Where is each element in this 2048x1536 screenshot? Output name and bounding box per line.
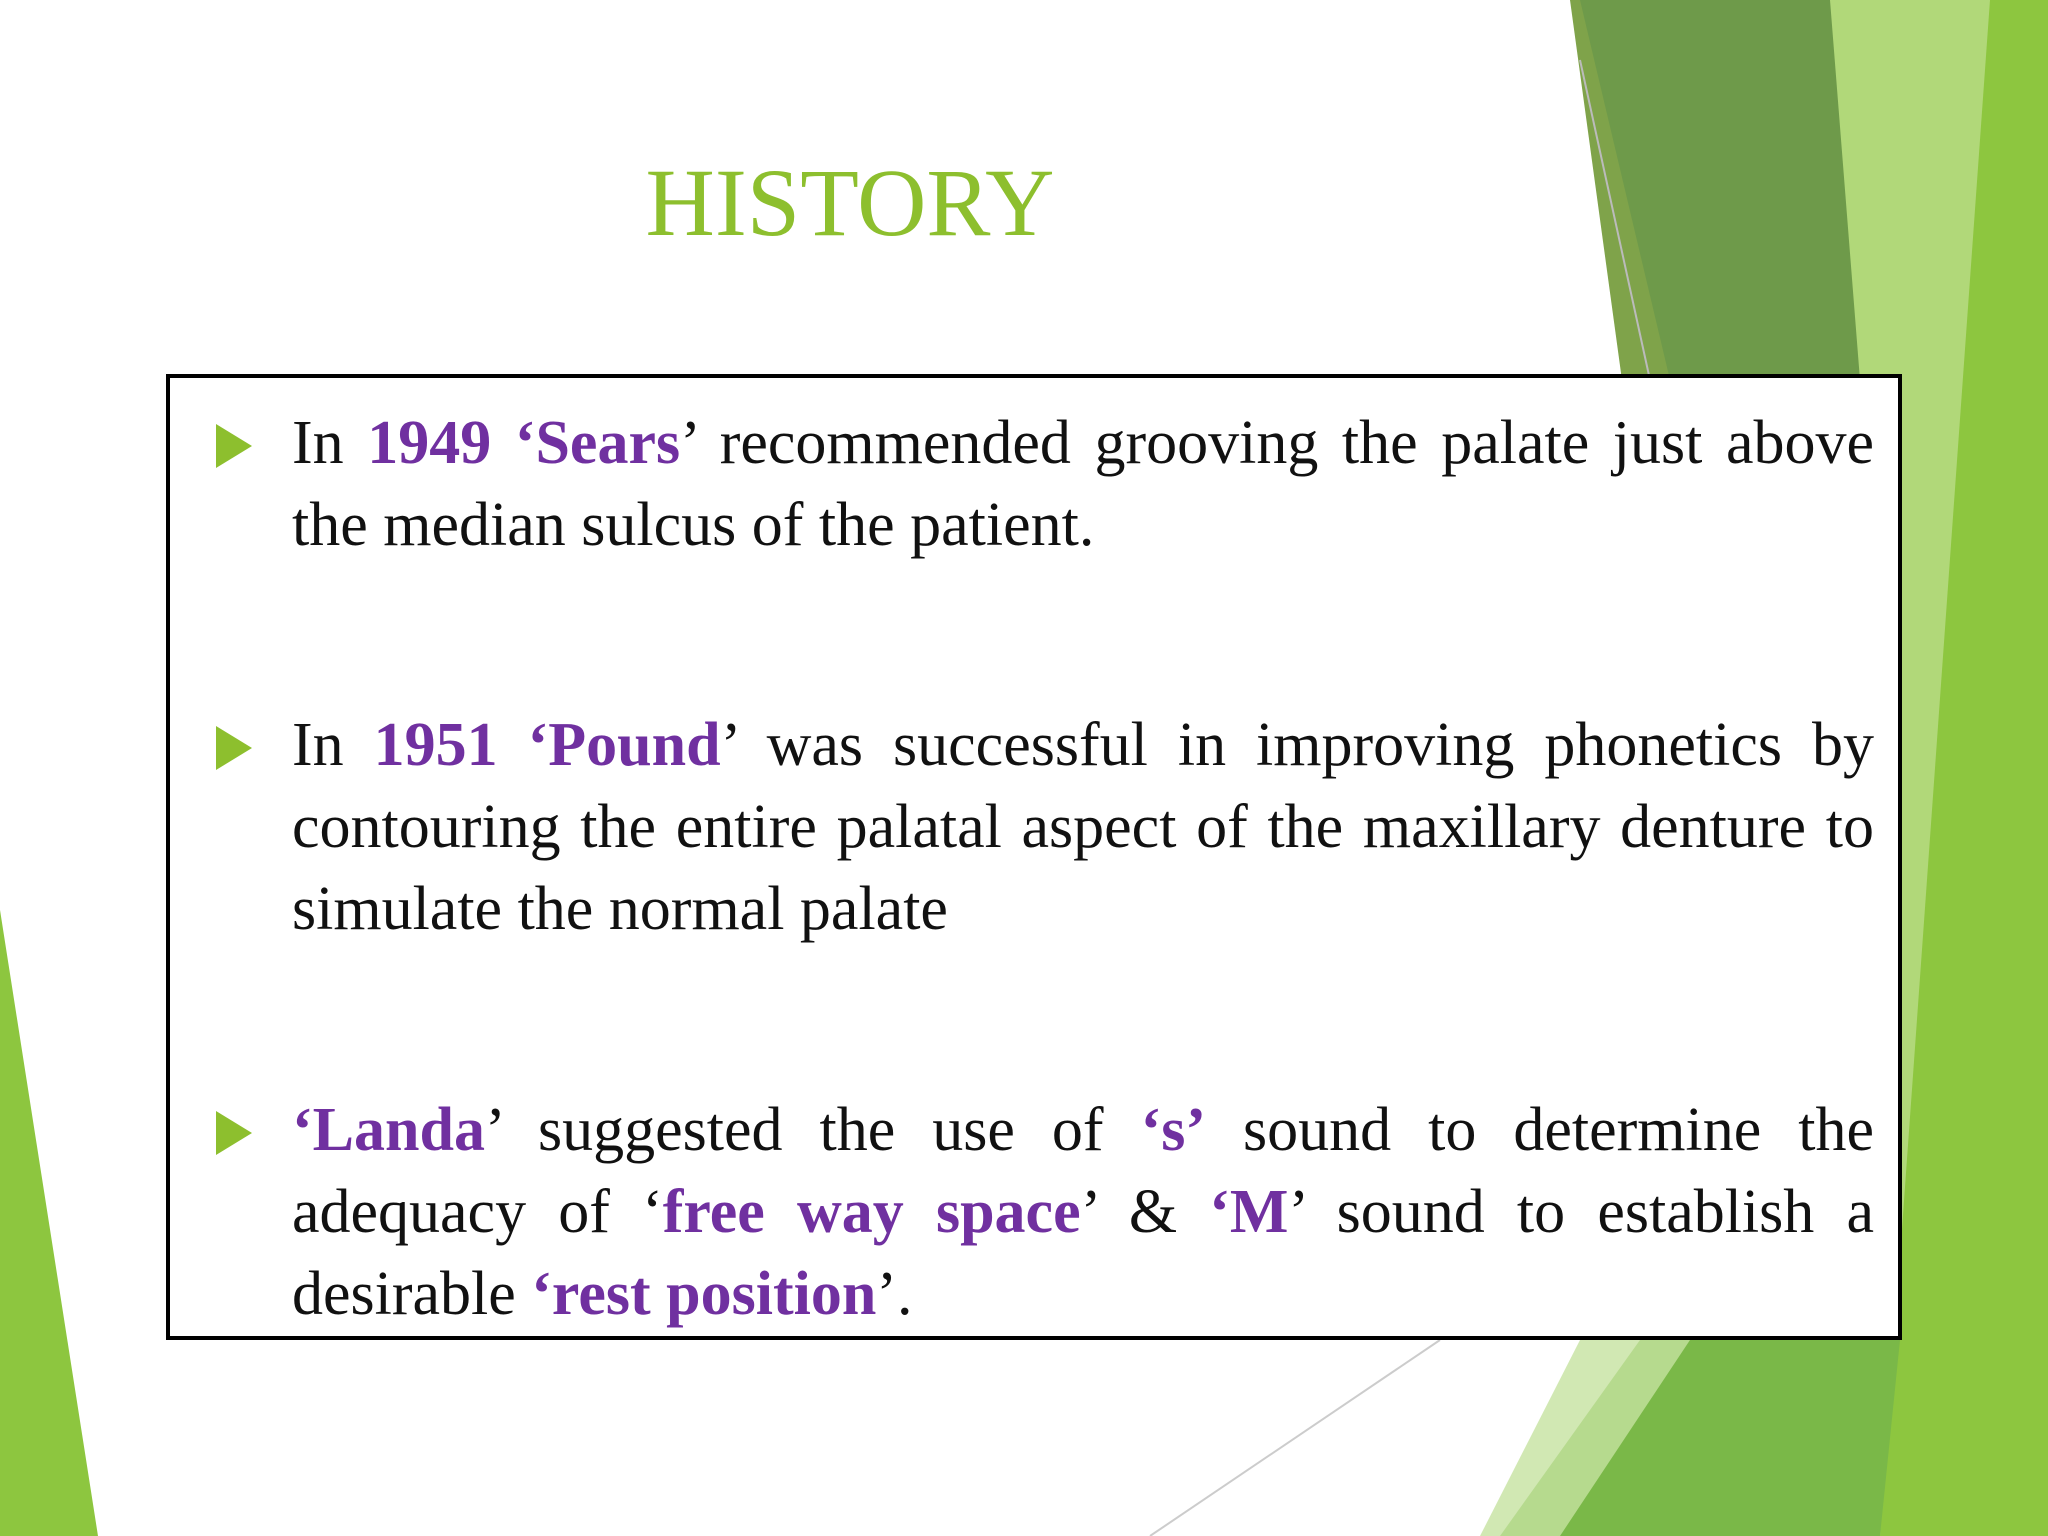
left-green-wedge: [0, 910, 98, 1536]
body-text: ’ suggested the use of: [484, 1096, 1141, 1164]
highlighted-text: ‘rest position: [531, 1260, 877, 1328]
body-text: sound to determine the adequacy of ‘: [292, 1096, 1874, 1246]
body-text: In: [292, 711, 374, 779]
bullet-text: [292, 1089, 1874, 1335]
triangle-right-icon: [216, 424, 252, 468]
body-text: ’ was successful in improving phonetics by contouring the entire palatal aspect of the maxillary denture to simulate the normal palate: [292, 711, 1874, 943]
content-box: [166, 374, 1902, 1340]
highlighted-text: ‘M: [1209, 1178, 1289, 1246]
body-text: ’ recommended grooving the palate just above the median sulcus of the patient.: [292, 409, 1874, 559]
body-text: ’.: [876, 1260, 913, 1328]
highlighted-text: 1951 ‘Pound: [373, 711, 721, 779]
triangle-right-icon: [216, 726, 252, 770]
body-text: In: [292, 409, 368, 477]
slide-title: HISTORY: [645, 149, 1055, 256]
bullet-text: [292, 704, 1874, 950]
body-text: ’ &: [1080, 1178, 1210, 1246]
highlighted-text: free way space: [662, 1178, 1081, 1246]
thin-diagonal-line-bottom: [1150, 1340, 1440, 1536]
highlighted-text: ‘Landa: [292, 1096, 485, 1164]
triangle-right-icon: [216, 1111, 252, 1155]
highlighted-text: ‘s’: [1140, 1096, 1206, 1164]
bullet-text: [292, 402, 1874, 566]
body-text: ’ sound to establish a desirable: [292, 1178, 1874, 1328]
highlighted-text: 1949 ‘Sears: [367, 409, 681, 477]
